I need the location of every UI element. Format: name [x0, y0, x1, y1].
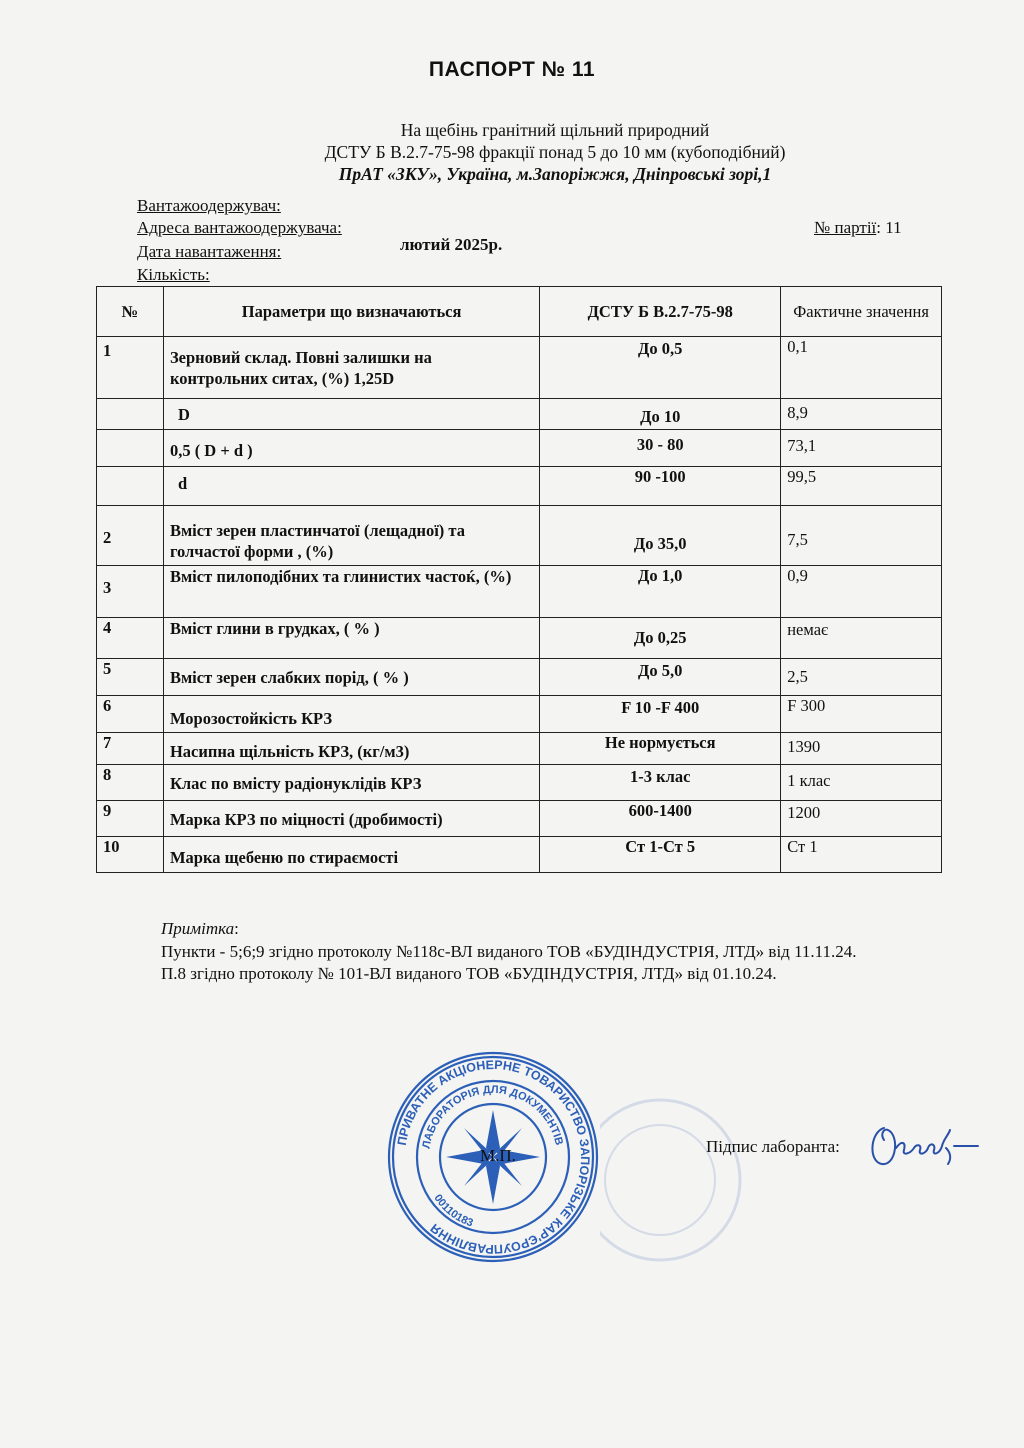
table-row [97, 399, 942, 430]
row-std: 30 - 80 [540, 430, 781, 467]
table-row [97, 696, 942, 733]
date-label: Дата навантаження: [137, 242, 282, 261]
row-fact: Ст 1 [781, 837, 942, 873]
row-no: 8 [97, 765, 164, 801]
header-no: № [97, 287, 164, 337]
table-row [97, 733, 942, 765]
row-param: Вміст глини в грудках, ( % ) [163, 618, 539, 659]
row-std: Ст 1-Ст 5 [540, 837, 781, 873]
row-fact: 2,5 [781, 659, 942, 696]
standard-fraction: ДСТУ Б В.2.7-75-98 фракції понад 5 до 10 мм (кубоподібний) [324, 142, 786, 162]
product-description: На щебінь гранітний щільний природний [400, 120, 710, 140]
quantity-label: Кількість: [137, 265, 210, 284]
quantity-field [137, 265, 210, 285]
row-std: 90 -100 [540, 467, 781, 506]
row-no: 7 [97, 733, 164, 765]
row-no: 4 [97, 618, 164, 659]
header-param: Параметри що визначаються [163, 287, 539, 337]
table-row [97, 506, 942, 566]
address-field [137, 218, 342, 238]
note-block: Примітка: Пункти - 5;6;9 згідно протоколу №118с-ВЛ виданого ТОВ «БУДІНДУСТРІЯ, ЛТД» від 11.11.24. П.8 згідно протоколу № 101-ВЛ виданого ТОВ «БУДІНДУСТРІЯ, ЛТД» від 01.10.24. [161, 918, 951, 986]
signature-image [866, 1118, 986, 1174]
table-row [97, 566, 942, 618]
row-fact: 7,5 [781, 506, 942, 566]
row-param: Зерновий склад. Повні залишки на контрольних ситах, (%) 1,25D [163, 337, 539, 399]
party-value: : 11 [876, 218, 902, 237]
row-no: 2 [97, 506, 164, 566]
header-std: ДСТУ Б В.2.7-75-98 [540, 287, 781, 337]
table-header-row [97, 287, 942, 337]
document-title: ПАСПОРТ № 11 [428, 58, 596, 81]
row-no [97, 430, 164, 467]
row-std: До 0,5 [540, 337, 781, 399]
row-no [97, 467, 164, 506]
row-param: Вміст зерен слабких порід, ( % ) [163, 659, 539, 696]
stamp-outer-text: ПРИВАТНЕ АКЦІОНЕРНЕ ТОВАРИСТВО ЗАПОРІЗЬКЕ КАР'ЄРОУПРАВЛІННЯ [394, 1057, 593, 1257]
row-std: 600-1400 [540, 801, 781, 837]
row-param: Вміст зерен пластинчатої (лещадної) та голчастої форми , (%) [163, 506, 539, 566]
row-fact: 1 клас [781, 765, 942, 801]
consignee-label: Вантажоодержувач: [137, 196, 281, 215]
row-std: До 35,0 [540, 506, 781, 566]
row-fact: F 300 [781, 696, 942, 733]
row-param: Марка КРЗ по міцності (дробимості) [163, 801, 539, 837]
table-row [97, 801, 942, 837]
row-param: Насипна щільність КРЗ, (кг/м3) [163, 733, 539, 765]
row-fact: немає [781, 618, 942, 659]
row-fact: 0,9 [781, 566, 942, 618]
background-bleedthrough [600, 1090, 980, 1270]
row-std: До 1,0 [540, 566, 781, 618]
row-std: До 10 [540, 399, 781, 430]
row-fact: 1390 [781, 733, 942, 765]
date-value: лютий 2025р. [400, 235, 503, 254]
table-row [97, 659, 942, 696]
row-fact: 0,1 [781, 337, 942, 399]
note-heading: Примітка [161, 919, 235, 938]
row-std: F 10 -F 400 [540, 696, 781, 733]
row-no [97, 399, 164, 430]
note-line-1: Пункти - 5;6;9 згідно протоколу №118с-ВЛ виданого ТОВ «БУДІНДУСТРІЯ, ЛТД» від 11.11.24. [161, 941, 857, 961]
note-line-2: П.8 згідно протоколу № 101-ВЛ виданого ТОВ «БУДІНДУСТРІЯ, ЛТД» від 01.10.24. [161, 964, 777, 983]
row-param: Марка щебеню по стираємості [163, 837, 539, 873]
row-fact: 73,1 [781, 430, 942, 467]
row-no: 3 [97, 566, 164, 618]
row-std: До 0,25 [540, 618, 781, 659]
row-param: 0,5 ( D + d ) [163, 430, 539, 467]
row-fact: 1200 [781, 801, 942, 837]
stamp-placeholder-mp: М.П. [480, 1146, 516, 1165]
table-row [97, 618, 942, 659]
company-name: ПрАТ «ЗКУ», Україна, м.Запоріжжя, Дніпровські зорі,1 [338, 164, 772, 184]
party-number [814, 218, 902, 238]
table-row [97, 467, 942, 506]
row-param: Клас по вмісту радіонуклідів КРЗ [163, 765, 539, 801]
table-row [97, 837, 942, 873]
row-fact: 8,9 [781, 399, 942, 430]
row-no: 9 [97, 801, 164, 837]
row-std: Не нормується [540, 733, 781, 765]
table-row [97, 430, 942, 467]
date-field [137, 242, 281, 262]
stamp-code: 00110183 [431, 1192, 475, 1230]
row-no: 1 [97, 337, 164, 399]
party-label: № партії [814, 218, 877, 237]
parameters-table [96, 286, 942, 873]
row-param: D [163, 399, 539, 430]
row-no: 6 [97, 696, 164, 733]
signature-label: Підпис лаборанта: [706, 1137, 840, 1156]
row-fact: 99,5 [781, 467, 942, 506]
stamp-inner-text: ЛАБОРАТОРІЯ ДЛЯ ДОКУМЕНТІВ [420, 1083, 565, 1150]
row-no: 5 [97, 659, 164, 696]
row-param: Вміст пилоподібних та глинистих частоќ, (%) [163, 566, 539, 618]
row-std: До 5,0 [540, 659, 781, 696]
row-std: 1-3 клас [540, 765, 781, 801]
table-row [97, 337, 942, 399]
table-row [97, 765, 942, 801]
row-param: d [163, 467, 539, 506]
consignee-field [137, 196, 281, 216]
address-label: Адреса вантажоодержувача: [137, 218, 342, 237]
header-fact: Фактичне значення [781, 287, 942, 337]
row-no: 10 [97, 837, 164, 873]
row-param: Морозостойкість КРЗ [163, 696, 539, 733]
